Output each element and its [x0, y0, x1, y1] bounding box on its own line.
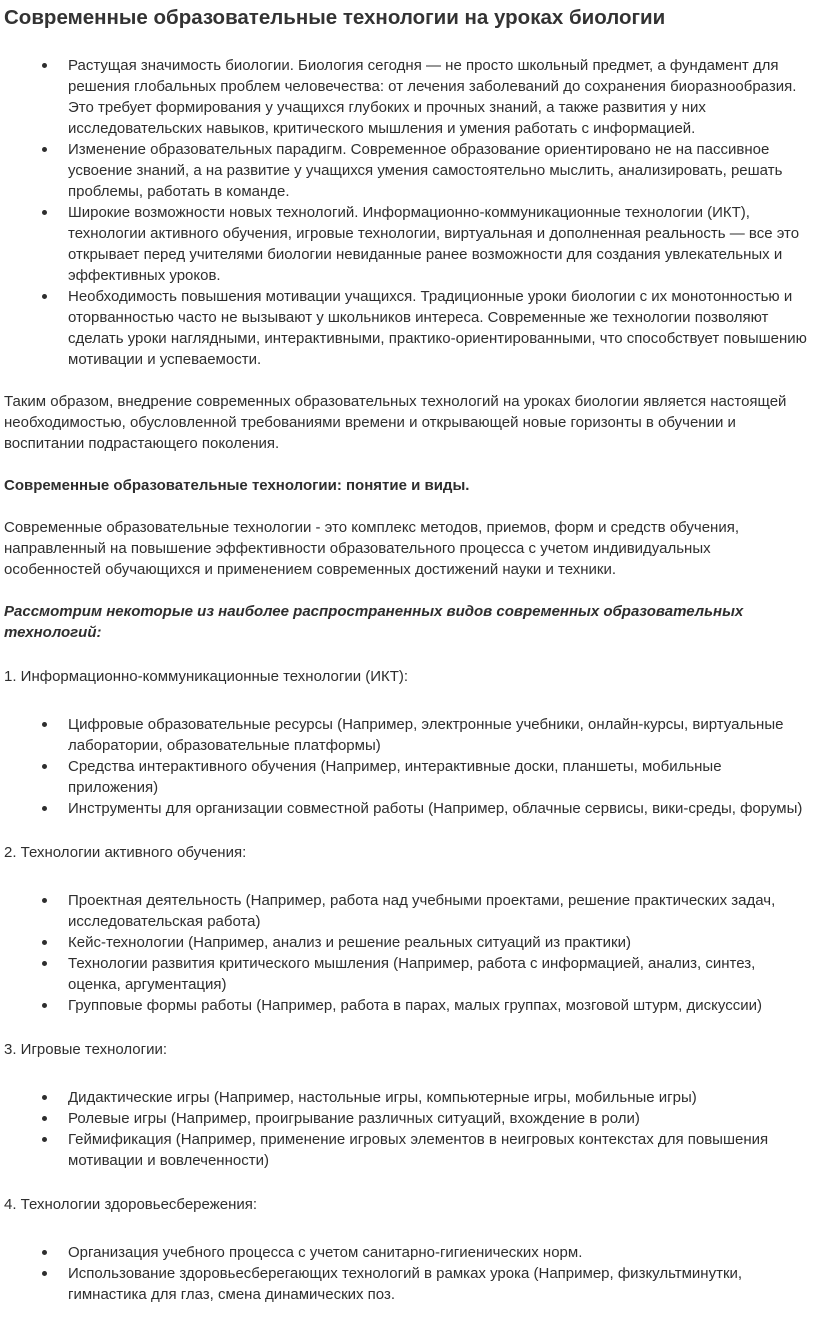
section-bullet-list-game-technologies	[4, 1087, 810, 1171]
conclusion-paragraph: Таким образом, внедрение современных образовательных технологий на уроках биологии является настоящей необходимостью, обусловленной требованиями времени и открывающей новые горизонты в обучении и воспитании подрастающего поколения.	[4, 393, 787, 452]
section-bullet-list-health-preservation	[4, 1242, 810, 1305]
list-item: Необходимость повышения мотивации учащихся. Традиционные уроки биологии с их монотонностью и оторванностью часто не вызывают у школьников интереса. Современные же технологии позволяют сделать уроки наглядными, интерактивными, практико-ориентированными, что способствует повышению мотивации и успеваемости.	[4, 286, 810, 370]
list-item: Использование здоровьесберегающих технологий в рамках урока (Например, физкультминутки, гимнастика для глаз, смена динамических поз.	[4, 1263, 810, 1305]
list-item: Дидактические игры (Например, настольные игры, компьютерные игры, мобильные игры)	[4, 1087, 810, 1108]
list-item: Геймификация (Например, применение игровых элементов в неигровых контекстах для повышения мотивации и вовлеченности)	[4, 1129, 810, 1171]
section-bullet-list-ict	[4, 714, 810, 819]
list-item: Технологии развития критического мышления (Например, работа с информацией, анализ, синтез, оценка, аргументация)	[4, 953, 810, 995]
section-heading-game-technologies: 3. Игровые технологии:	[4, 1041, 168, 1058]
list-item: Ролевые игры (Например, проигрывание различных ситуаций, вхождение в роли)	[4, 1108, 810, 1129]
list-item: Организация учебного процесса с учетом санитарно-гигиенических норм.	[4, 1242, 810, 1263]
section-ict	[4, 666, 810, 819]
lead-in-paragraph: Рассмотрим некоторые из наиболее распространенных видов современных образовательных технологий:	[4, 603, 744, 641]
section-heading-active-learning: 2. Технологии активного обучения:	[4, 844, 247, 861]
list-item: Проектная деятельность (Например, работа над учебными проектами, решение практических задач, исследовательская работа)	[4, 890, 810, 932]
section-game-technologies	[4, 1039, 810, 1171]
list-item: Широкие возможности новых технологий. Информационно-коммуникационные технологии (ИКТ), технологии активного обучения, игровые технологии, виртуальная и дополненная реальность — все это открывает перед учителями биологии невиданные ранее возможности для создания увлекательных и эффективных уроков.	[4, 202, 810, 286]
page-title: Современные образовательные технологии на уроках биологии	[4, 6, 666, 29]
section-health-preservation	[4, 1194, 810, 1305]
list-item: Групповые формы работы (Например, работа в парах, малых группах, мозговой штурм, дискуссии)	[4, 995, 810, 1016]
section-bullet-list-active-learning	[4, 890, 810, 1016]
list-item: Растущая значимость биологии. Биология сегодня — не просто школьный предмет, а фундамент для решения глобальных проблем человечества: от лечения заболеваний до сохранения биоразнообразия. Это требует формирования у учащихся глубоких и прочных знаний, а также развития у них исследовательских навыков, критического мышления и умения работать с информацией.	[4, 55, 810, 139]
section-heading-ict: 1. Информационно-коммуникационные технологии (ИКТ):	[4, 668, 409, 685]
list-item: Цифровые образовательные ресурсы (Например, электронные учебники, онлайн-курсы, виртуальные лаборатории, образовательные платформы)	[4, 714, 810, 756]
section-active-learning	[4, 842, 810, 1016]
list-item: Средства интерактивного обучения (Например, интерактивные доски, планшеты, мобильные приложения)	[4, 756, 810, 798]
list-item: Инструменты для организации совместной работы (Например, облачные сервисы, вики-среды, форумы)	[4, 798, 810, 819]
section-heading-health-preservation: 4. Технологии здоровьесбережения:	[4, 1196, 258, 1213]
subheading-concept-and-types: Современные образовательные технологии: понятие и виды.	[4, 477, 470, 494]
list-item: Кейс-технологии (Например, анализ и решение реальных ситуаций из практики)	[4, 932, 810, 953]
intro-bullet-list	[4, 55, 810, 370]
definition-paragraph: Современные образовательные технологии - это комплекс методов, приемов, форм и средств обучения, направленный на повышение эффективности образовательного процесса с учетом индивидуальных особенностей обучающихся и применением современных достижений науки и техники.	[4, 519, 740, 578]
list-item: Изменение образовательных парадигм. Современное образование ориентировано не на пассивное усвоение знаний, а на развитие у учащихся умения самостоятельно мыслить, анализировать, решать проблемы, работать в команде.	[4, 139, 810, 202]
